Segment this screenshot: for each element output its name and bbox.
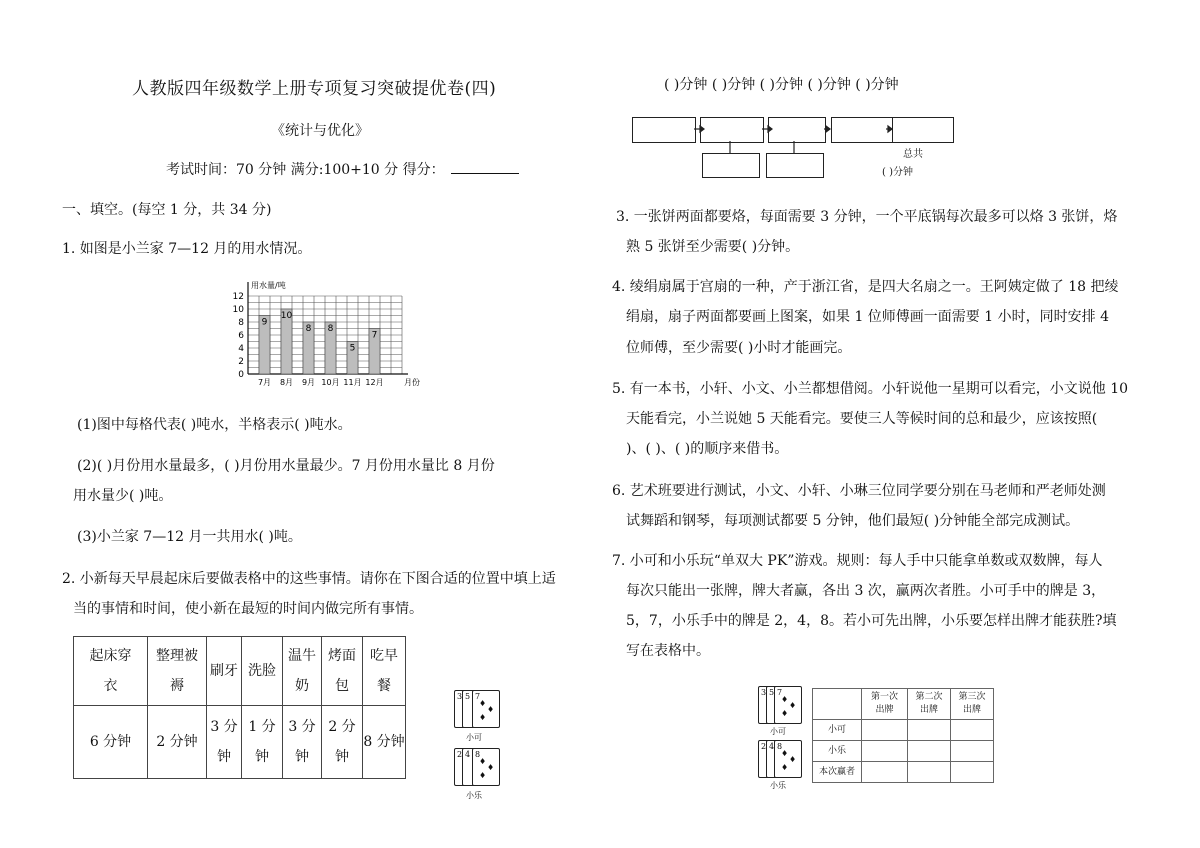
playing-card-icon: 8 ♦ ♦ ♦ [472,748,500,786]
schedule-task-row [74,637,406,706]
y-tick-label: 12 [232,292,244,302]
question-1-3: (3)小兰家 7—12 月一共用水( )吨。 [77,529,302,545]
playing-card-icon: 2 [758,740,786,778]
x-tick-label: 10月 [321,378,340,387]
flow-total-minutes: ( )分钟 [882,167,913,178]
question-7c: 5，7，小乐手中的牌是 2，4，8。若小可先出牌，小乐要怎样出牌才能获胜?填 [626,613,1117,629]
answer-cell[interactable] [951,762,994,783]
chart-title: 用水量/吨 [251,281,286,290]
time-cell: 1 分 钟 [242,706,283,779]
schedule-table [73,636,406,779]
card-hand-xiaole-right [758,740,808,788]
card-play-table [812,688,994,783]
answer-cell[interactable] [951,720,994,741]
question-5b: 天能看完，小兰说她 5 天能看完。要使三人等候时间的总和最少，应该按照( [626,411,1098,427]
question-7b: 每次只能出一张牌，牌大者赢，各出 3 次，赢两次者胜。小可手中的牌是 3， [626,583,1106,599]
playing-card-icon: 4 [462,748,490,786]
header-cell: 第二次 出牌 [908,689,951,720]
x-tick-label: 9月 [301,378,316,387]
flow-total-label: 总共 [903,149,923,160]
question-7a: 7. 小可和小乐玩“单双大 PK”游戏。规则：每人手中只能拿单数或双数牌，每人 [612,553,1103,569]
x-tick-label: 11月 [343,378,362,387]
flow-time-blanks: ( )分钟 ( )分钟 ( )分钟 ( )分钟 ( )分钟 [664,77,899,93]
question-1-2b: 用水量少( )吨。 [73,488,173,504]
task-cell: 刷牙 [207,637,242,706]
question-4b: 绢扇，扇子两面都要画上图案，如果 1 位师傅画一面需要 1 小时，同时安排 4 [626,309,1109,325]
data-label: 8 [305,324,312,334]
playing-card-icon: 4 [766,740,794,778]
question-6b: 试舞蹈和钢琴，每项测试都要 5 分钟，他们最短( )分钟能全部完成测试。 [626,513,1080,529]
question-4a: 4. 绫绢扇属于宫扇的一种，产于浙江省，是四大名扇之一。王阿姨定做了 18 把绫 [612,279,1119,295]
paper-title: 人教版四年级数学上册专项复习突破提优卷(四) [132,79,497,99]
task-cell: 温牛 奶 [283,637,322,706]
x-tick-label: 8月 [279,378,294,387]
question-5a: 5. 有一本书，小轩、小文、小兰都想借阅。小轩说他一星期可以看完，小文说他 10 [612,381,1129,397]
header-cell: 第三次 出牌 [951,689,994,720]
time-cell: 2 分钟 [322,706,363,779]
y-tick-label: 6 [238,331,244,341]
time-cell: 3 分 钟 [207,706,242,779]
time-cell: 8 分钟 [363,706,406,779]
answer-cell[interactable] [908,741,951,762]
playing-card-icon: 5 [766,686,794,724]
question-2a: 2. 小新每天早晨起床后要做表格中的这些事情。请你在下图合适的位置中填上适 [62,571,556,587]
data-label: 8 [327,324,334,334]
question-1-2a: (2)( )月份用水量最多，( )月份用水量最少。7 月份用水量比 8 月份 [77,458,495,474]
exam-info [166,159,519,179]
water-usage-chart [226,278,426,390]
task-cell: 烤面 包 [322,637,363,706]
playing-card-icon: 8 ♦ ♦ ♦ [774,740,802,778]
question-4c: 位师傅，至少需要( )小时才能画完。 [626,340,852,356]
answer-cell[interactable] [951,741,994,762]
question-7d: 写在表格中。 [626,643,710,659]
answer-cell[interactable] [908,762,951,783]
answer-cell[interactable] [862,720,908,741]
playing-card-icon: 3 [454,690,482,728]
x-axis-label: 月份 [404,378,420,387]
y-tick-label: 10 [232,305,244,315]
playing-card-icon: 2 [454,748,482,786]
data-label: 5 [349,343,356,354]
y-tick-label: 2 [238,357,244,367]
question-2b: 当的事情和时间，使小新在最短的时间内做完所有事情。 [73,601,423,617]
task-cell: 洗脸 [242,637,283,706]
data-label: 10 [280,311,293,321]
card-label: 小可 [770,727,786,736]
card-table-row [813,762,994,783]
row-label: 小可 [813,720,862,741]
task-cell: 吃早 餐 [363,637,406,706]
x-tick-label: 12月 [365,378,384,387]
question-5c: )、( )、( )的顺序来借书。 [626,441,789,457]
time-cell: 3 分钟 [283,706,322,779]
paper-subtitle: 《统计与优化》 [271,123,369,139]
time-cell: 2 分钟 [148,706,207,779]
y-tick-label: 4 [238,344,244,354]
playing-card-icon: 5 [462,690,490,728]
playing-card-icon: 7 ♦ ♦ ♦ [774,686,802,724]
playing-card-icon: 3 [758,686,786,724]
card-label: 小乐 [770,781,786,790]
card-table-row [813,720,994,741]
task-cell: 起床穿 衣 [74,637,148,706]
section-heading: 一、填空。(每空 1 分，共 34 分) [62,202,272,218]
answer-cell[interactable] [908,720,951,741]
exam-info-text: 考试时间：70 分钟 满分:100+10 分 得分： [166,162,445,178]
answer-cell[interactable] [862,741,908,762]
row-label: 小乐 [813,741,862,762]
score-blank[interactable] [451,161,519,174]
card-table-header [813,689,994,720]
data-label: 9 [261,317,268,328]
row-label: 本次赢者 [813,762,862,783]
task-cell: 整理被 褥 [148,637,207,706]
answer-cell[interactable] [862,762,908,783]
header-cell [813,689,862,720]
question-1-1: (1)图中每格代表( )吨水，半格表示( )吨水。 [77,417,352,433]
card-hand-xiaole [454,748,504,800]
card-hand-xiaoke-right [758,686,808,734]
schedule-time-row [74,706,406,779]
x-tick-label: 7月 [257,378,272,387]
card-label: 小可 [466,733,482,742]
question-3a: 3. 一张饼两面都要烙，每面需要 3 分钟，一个平底锅每次最多可以烙 3 张饼，烙 [616,209,1118,225]
card-hand-xiaoke [454,690,504,742]
y-tick-label: 8 [238,318,244,328]
time-cell: 6 分钟 [74,706,148,779]
data-label: 7 [371,330,378,341]
question-3b: 熟 5 张饼至少需要( )分钟。 [626,239,800,255]
question-1: 1. 如图是小兰家 7—12 月的用水情况。 [62,241,312,257]
y-tick-label: 0 [238,370,244,380]
header-cell: 第一次 出牌 [862,689,908,720]
playing-card-icon: 7 ♦ ♦ ♦ [472,690,500,728]
card-label: 小乐 [466,791,482,800]
question-6a: 6. 艺术班要进行测试，小文、小轩、小琳三位同学要分别在马老师和严老师处测 [612,483,1106,499]
card-table-row [813,741,994,762]
